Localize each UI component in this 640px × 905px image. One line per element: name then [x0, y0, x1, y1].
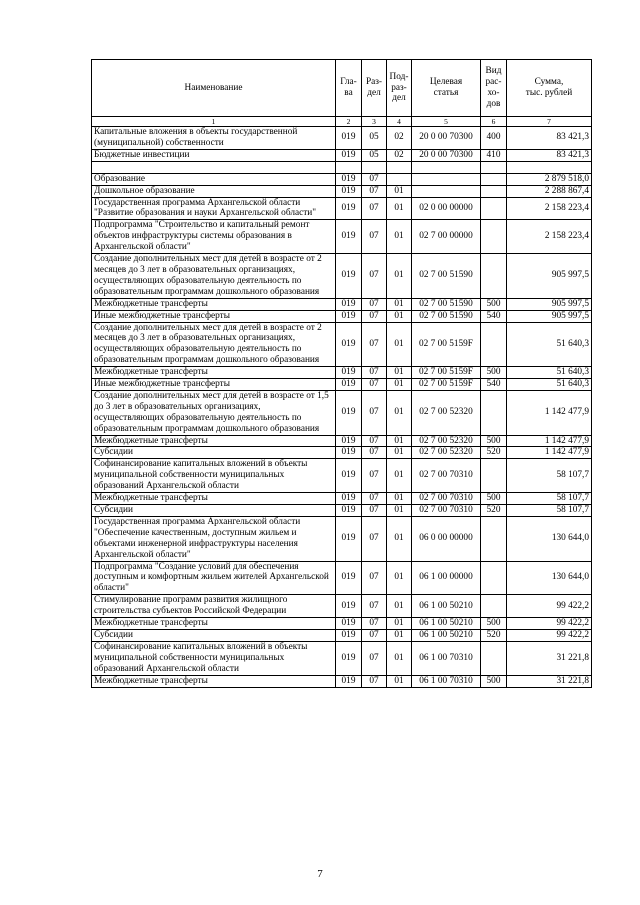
section-cell: 07 — [362, 254, 387, 299]
section-cell: 07 — [362, 447, 387, 459]
section-cell: 07 — [362, 390, 387, 435]
subsection-cell: 01 — [387, 675, 412, 687]
table-row — [92, 185, 592, 197]
target-article-cell: 02 7 00 70310 — [412, 505, 481, 517]
expense-type-cell — [481, 459, 507, 493]
amount-cell: 2 288 867,4 — [507, 185, 592, 197]
amount-cell: 58 107,7 — [507, 493, 592, 505]
table-row — [92, 447, 592, 459]
table-row — [92, 173, 592, 185]
amount-cell: 99 422,2 — [507, 629, 592, 641]
expense-type-cell: 540 — [481, 379, 507, 391]
expense-type-cell: 400 — [481, 127, 507, 150]
section-cell: 07 — [362, 641, 387, 675]
amount-cell: 130 644,0 — [507, 516, 592, 561]
name-cell: Государственная программа Архангельской области "Обеспечение качественным, доступным жильем и объектами инженерной инфраструктуры населения Архангельской области" — [92, 516, 336, 561]
subsection-cell: 01 — [387, 459, 412, 493]
spacer-row — [92, 161, 592, 173]
chapter-cell: 019 — [336, 505, 362, 517]
expense-type-cell: 500 — [481, 435, 507, 447]
target-article-cell: 02 7 00 5159F — [412, 379, 481, 391]
section-cell: 07 — [362, 310, 387, 322]
expense-type-cell — [481, 185, 507, 197]
target-article-cell: 06 1 00 50210 — [412, 629, 481, 641]
expense-type-cell — [481, 197, 507, 220]
expense-type-cell: 520 — [481, 505, 507, 517]
section-cell: 07 — [362, 298, 387, 310]
amount-cell: 83 421,3 — [507, 149, 592, 161]
table-row — [92, 298, 592, 310]
expense-type-cell: 500 — [481, 618, 507, 630]
section-cell: 07 — [362, 505, 387, 517]
target-article-cell: 06 1 00 50210 — [412, 595, 481, 618]
section-cell: 07 — [362, 516, 387, 561]
table-row — [92, 197, 592, 220]
section-cell: 07 — [362, 435, 387, 447]
subsection-cell: 01 — [387, 595, 412, 618]
target-article-cell: 02 7 00 52320 — [412, 390, 481, 435]
amount-cell: 130 644,0 — [507, 561, 592, 595]
name-cell: Субсидии — [92, 447, 336, 459]
name-cell: Межбюджетные трансферты — [92, 618, 336, 630]
expense-type-cell: 410 — [481, 149, 507, 161]
chapter-cell: 019 — [336, 629, 362, 641]
header-name: Наименование — [92, 60, 336, 117]
section-cell: 07 — [362, 379, 387, 391]
name-cell: Софинансирование капитальных вложений в объекты муниципальной собственности муниципальных образований Архангельской области — [92, 459, 336, 493]
table-row — [92, 629, 592, 641]
chapter-cell: 019 — [336, 254, 362, 299]
empty-cell — [336, 161, 362, 173]
chapter-cell: 019 — [336, 310, 362, 322]
chapter-cell: 019 — [336, 322, 362, 367]
empty-cell — [387, 161, 412, 173]
chapter-cell: 019 — [336, 435, 362, 447]
name-cell: Иные межбюджетные трансферты — [92, 379, 336, 391]
expense-type-cell — [481, 516, 507, 561]
target-article-cell — [412, 185, 481, 197]
section-cell: 07 — [362, 459, 387, 493]
chapter-cell: 019 — [336, 675, 362, 687]
table-row — [92, 435, 592, 447]
name-cell: Субсидии — [92, 505, 336, 517]
expense-type-cell: 540 — [481, 310, 507, 322]
table-row — [92, 379, 592, 391]
expense-type-cell: 520 — [481, 447, 507, 459]
expense-type-cell — [481, 390, 507, 435]
name-cell: Создание дополнительных мест для детей в возрасте от 2 месяцев до 3 лет в образовательных организациях, осуществляющих образовательную деятельность по образовательным программам дошкольного образования — [92, 254, 336, 299]
subsection-cell: 01 — [387, 493, 412, 505]
expense-type-cell: 500 — [481, 298, 507, 310]
chapter-cell: 019 — [336, 459, 362, 493]
amount-cell: 2 158 223,4 — [507, 197, 592, 220]
name-cell: Межбюджетные трансферты — [92, 675, 336, 687]
target-article-cell: 02 7 00 70310 — [412, 493, 481, 505]
subsection-cell: 01 — [387, 561, 412, 595]
table-row — [92, 493, 592, 505]
subsection-cell: 01 — [387, 390, 412, 435]
column-number: 6 — [481, 117, 507, 127]
table-body — [92, 127, 592, 688]
subsection-cell: 01 — [387, 516, 412, 561]
amount-cell: 905 997,5 — [507, 298, 592, 310]
subsection-cell: 01 — [387, 447, 412, 459]
subsection-cell: 01 — [387, 298, 412, 310]
name-cell: Подпрограмма "Создание условий для обеспечения доступным и комфортным жильем жителей Архангельской области" — [92, 561, 336, 595]
empty-cell — [92, 161, 336, 173]
section-cell: 07 — [362, 173, 387, 185]
amount-cell: 51 640,3 — [507, 322, 592, 367]
chapter-cell: 019 — [336, 595, 362, 618]
subsection-cell: 01 — [387, 367, 412, 379]
target-article-cell: 06 1 00 50210 — [412, 618, 481, 630]
subsection-cell: 01 — [387, 618, 412, 630]
chapter-cell: 019 — [336, 641, 362, 675]
table-row — [92, 310, 592, 322]
header-chapter: Гла- ва — [336, 60, 362, 117]
expense-type-cell: 520 — [481, 629, 507, 641]
target-article-cell: 20 0 00 70300 — [412, 127, 481, 150]
amount-cell: 31 221,8 — [507, 675, 592, 687]
target-article-cell: 02 7 00 52320 — [412, 435, 481, 447]
column-number: 1 — [92, 117, 336, 127]
table-row — [92, 254, 592, 299]
header-expense-type: Вид рас- хо- дов — [481, 60, 507, 117]
table-row — [92, 561, 592, 595]
column-number: 2 — [336, 117, 362, 127]
subsection-cell: 01 — [387, 322, 412, 367]
expense-type-cell: 500 — [481, 493, 507, 505]
table-row — [92, 390, 592, 435]
chapter-cell: 019 — [336, 149, 362, 161]
chapter-cell: 019 — [336, 173, 362, 185]
amount-cell: 51 640,3 — [507, 367, 592, 379]
expense-type-cell: 500 — [481, 367, 507, 379]
empty-cell — [481, 161, 507, 173]
name-cell: Иные межбюджетные трансферты — [92, 310, 336, 322]
subsection-cell: 01 — [387, 629, 412, 641]
table-row — [92, 459, 592, 493]
target-article-cell: 02 7 00 51590 — [412, 310, 481, 322]
target-article-cell: 06 1 00 70310 — [412, 641, 481, 675]
amount-cell: 1 142 477,9 — [507, 447, 592, 459]
table-row — [92, 595, 592, 618]
chapter-cell: 019 — [336, 561, 362, 595]
amount-cell: 83 421,3 — [507, 127, 592, 150]
column-number: 5 — [412, 117, 481, 127]
section-cell: 07 — [362, 185, 387, 197]
amount-cell: 31 221,8 — [507, 641, 592, 675]
empty-cell — [507, 161, 592, 173]
chapter-cell: 019 — [336, 298, 362, 310]
chapter-cell: 019 — [336, 390, 362, 435]
amount-cell: 1 142 477,9 — [507, 435, 592, 447]
subsection-cell: 01 — [387, 220, 412, 254]
name-cell: Субсидии — [92, 629, 336, 641]
expense-type-cell — [481, 220, 507, 254]
header-section: Раз- дел — [362, 60, 387, 117]
expense-type-cell: 500 — [481, 675, 507, 687]
table-row — [92, 675, 592, 687]
chapter-cell: 019 — [336, 493, 362, 505]
chapter-cell: 019 — [336, 367, 362, 379]
header-subsection: Под- раз- дел — [387, 60, 412, 117]
amount-cell: 58 107,7 — [507, 505, 592, 517]
amount-cell: 905 997,5 — [507, 310, 592, 322]
section-cell: 05 — [362, 149, 387, 161]
subsection-cell: 02 — [387, 127, 412, 150]
empty-cell — [362, 161, 387, 173]
expense-type-cell — [481, 561, 507, 595]
subsection-cell: 01 — [387, 254, 412, 299]
header-amount: Сумма, тыс. рублей — [507, 60, 592, 117]
name-cell: Капитальные вложения в объекты государственной (муниципальной) собственности — [92, 127, 336, 150]
subsection-cell: 01 — [387, 505, 412, 517]
expense-type-cell — [481, 173, 507, 185]
target-article-cell: 02 7 00 51590 — [412, 254, 481, 299]
table-row — [92, 618, 592, 630]
subsection-cell: 01 — [387, 641, 412, 675]
subsection-cell: 01 — [387, 197, 412, 220]
chapter-cell: 019 — [336, 185, 362, 197]
chapter-cell: 019 — [336, 127, 362, 150]
amount-cell: 51 640,3 — [507, 379, 592, 391]
name-cell: Государственная программа Архангельской области "Развитие образования и науки Архангельской области" — [92, 197, 336, 220]
budget-table — [91, 59, 592, 688]
target-article-cell: 20 0 00 70300 — [412, 149, 481, 161]
section-cell: 05 — [362, 127, 387, 150]
amount-cell: 99 422,2 — [507, 618, 592, 630]
name-cell: Образование — [92, 173, 336, 185]
expense-type-cell — [481, 322, 507, 367]
target-article-cell: 02 7 00 00000 — [412, 220, 481, 254]
subsection-cell: 01 — [387, 379, 412, 391]
name-cell: Бюджетные инвестиции — [92, 149, 336, 161]
column-number: 3 — [362, 117, 387, 127]
section-cell: 07 — [362, 322, 387, 367]
name-cell: Стимулирование программ развития жилищного строительства субъектов Российской Федерации — [92, 595, 336, 618]
chapter-cell: 019 — [336, 618, 362, 630]
section-cell: 07 — [362, 595, 387, 618]
expense-type-cell — [481, 595, 507, 618]
target-article-cell: 02 0 00 00000 — [412, 197, 481, 220]
target-article-cell: 06 1 00 70310 — [412, 675, 481, 687]
column-number-row — [92, 117, 592, 127]
expense-type-cell — [481, 641, 507, 675]
target-article-cell: 06 0 00 00000 — [412, 516, 481, 561]
section-cell: 07 — [362, 493, 387, 505]
table-row — [92, 127, 592, 150]
subsection-cell: 01 — [387, 185, 412, 197]
name-cell: Межбюджетные трансферты — [92, 298, 336, 310]
name-cell: Межбюджетные трансферты — [92, 493, 336, 505]
target-article-cell: 02 7 00 70310 — [412, 459, 481, 493]
table-row — [92, 220, 592, 254]
amount-cell: 2 879 518,0 — [507, 173, 592, 185]
target-article-cell: 02 7 00 5159F — [412, 322, 481, 367]
name-cell: Софинансирование капитальных вложений в объекты муниципальной собственности муниципальных образований Архангельской области — [92, 641, 336, 675]
table-row — [92, 149, 592, 161]
table-row — [92, 322, 592, 367]
chapter-cell: 019 — [336, 516, 362, 561]
subsection-cell: 01 — [387, 435, 412, 447]
section-cell: 07 — [362, 197, 387, 220]
amount-cell: 905 997,5 — [507, 254, 592, 299]
section-cell: 07 — [362, 629, 387, 641]
name-cell: Подпрограмма "Строительство и капитальный ремонт объектов инфраструктуры системы образования в Архангельской области" — [92, 220, 336, 254]
amount-cell: 1 142 477,9 — [507, 390, 592, 435]
expense-type-cell — [481, 254, 507, 299]
column-number: 4 — [387, 117, 412, 127]
section-cell: 07 — [362, 618, 387, 630]
empty-cell — [412, 161, 481, 173]
header-row — [92, 60, 592, 117]
table-row — [92, 505, 592, 517]
section-cell: 07 — [362, 367, 387, 379]
section-cell: 07 — [362, 220, 387, 254]
section-cell: 07 — [362, 675, 387, 687]
column-number: 7 — [507, 117, 592, 127]
target-article-cell: 06 1 00 00000 — [412, 561, 481, 595]
subsection-cell: 01 — [387, 310, 412, 322]
table-row — [92, 367, 592, 379]
target-article-cell — [412, 173, 481, 185]
page-number: 7 — [317, 868, 323, 880]
chapter-cell: 019 — [336, 197, 362, 220]
target-article-cell: 02 7 00 5159F — [412, 367, 481, 379]
target-article-cell: 02 7 00 52320 — [412, 447, 481, 459]
subsection-cell: 02 — [387, 149, 412, 161]
name-cell: Межбюджетные трансферты — [92, 367, 336, 379]
name-cell: Создание дополнительных мест для детей в возрасте от 1,5 до 3 лет в образовательных организациях, осуществляющих образовательную деятельность по образовательным программам дошкольного образования — [92, 390, 336, 435]
name-cell: Создание дополнительных мест для детей в возрасте от 2 месяцев до 3 лет в образовательных организациях, осуществляющих образовательную деятельность по образовательным программам дошкольного образования — [92, 322, 336, 367]
chapter-cell: 019 — [336, 220, 362, 254]
amount-cell: 58 107,7 — [507, 459, 592, 493]
chapter-cell: 019 — [336, 379, 362, 391]
name-cell: Межбюджетные трансферты — [92, 435, 336, 447]
amount-cell: 2 158 223,4 — [507, 220, 592, 254]
name-cell: Дошкольное образование — [92, 185, 336, 197]
chapter-cell: 019 — [336, 447, 362, 459]
target-article-cell: 02 7 00 51590 — [412, 298, 481, 310]
table-row — [92, 516, 592, 561]
table-row — [92, 641, 592, 675]
header-target-article: Целевая статья — [412, 60, 481, 117]
section-cell: 07 — [362, 561, 387, 595]
subsection-cell — [387, 173, 412, 185]
amount-cell: 99 422,2 — [507, 595, 592, 618]
